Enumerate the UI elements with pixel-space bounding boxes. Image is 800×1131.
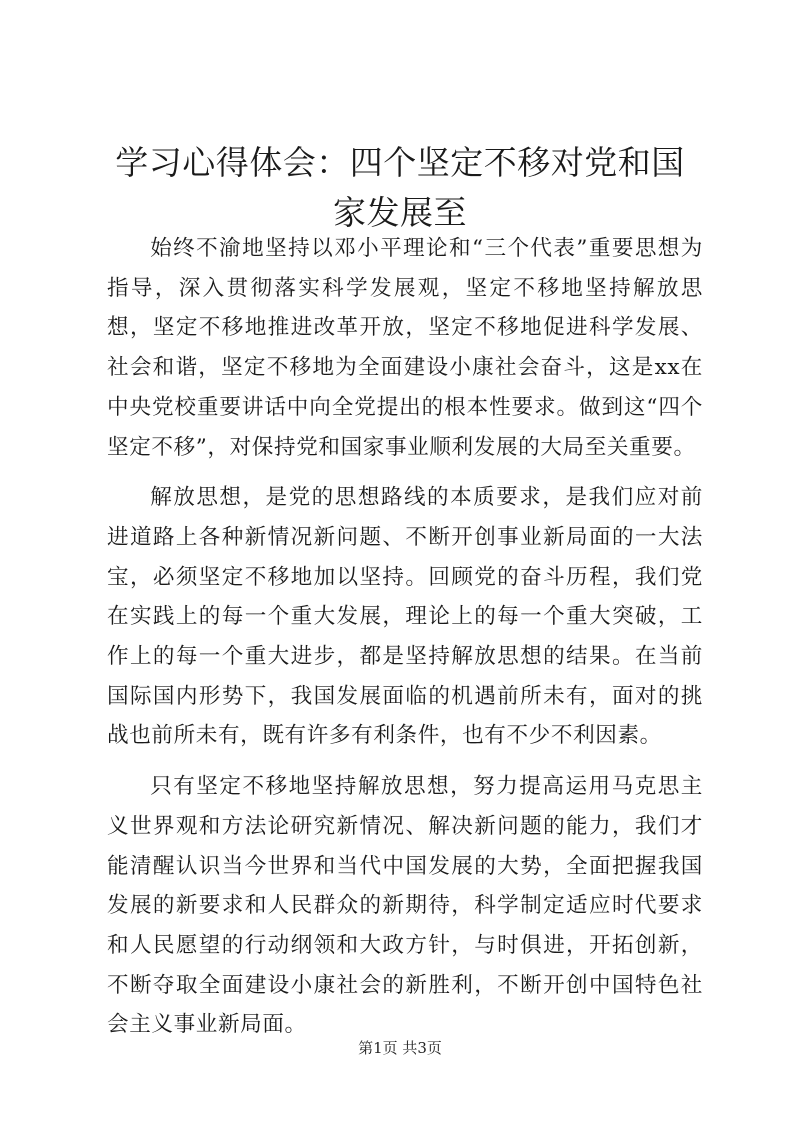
page-indicator: 第1页 共3页 [358,1039,442,1057]
paragraph-3: 只有坚定不移地坚持解放思想，努力提高运用马克思主义世界观和方法论研究新情况、解决新问题的能力，我们才能清醒认识当今世界和当代中国发展的大势，全面把握我国发展的新要求和人民群众的新期待，科学制定适应时代要求和人民愿望的行动纲领和大政方针，与时俱进，开拓创新，不断夺取全面建设小康社会的新胜利，不断开创中国特色社会主义事业新局面。 [107,774,703,1038]
paragraph-1: 始终不渝地坚持以邓小平理论和“三个代表”重要思想为指导，深入贯彻落实科学发展观，坚定不移地坚持解放思想，坚定不移地推进改革开放，坚定不移地促进科学发展、社会和谐，坚定不移地为全面建设小康社会奋斗，这是xx在中央党校重要讲话中向全党提出的根本性要求。做到这“四个坚定不移”，对保持党和国家事业顺利发展的大局至关重要。 [107,236,703,460]
page-footer [0,1038,800,1058]
paragraph-2: 解放思想，是党的思想路线的本质要求，是我们应对前进道路上各种新情况新问题、不断开创事业新局面的一大法宝，必须坚定不移地加以坚持。回顾党的奋斗历程，我们党在实践上的每一个重大发展，理论上的每一个重大突破，工作上的每一个重大进步，都是坚持解放思想的结果。在当前国际国内形势下，我国发展面临的机遇前所未有，面对的挑战也前所未有，既有许多有利条件，也有不少不利因素。 [107,485,703,749]
page-title: 学习心得体会：四个坚定不移对党和国家发展至 [115,143,685,232]
document-body [107,229,703,1056]
